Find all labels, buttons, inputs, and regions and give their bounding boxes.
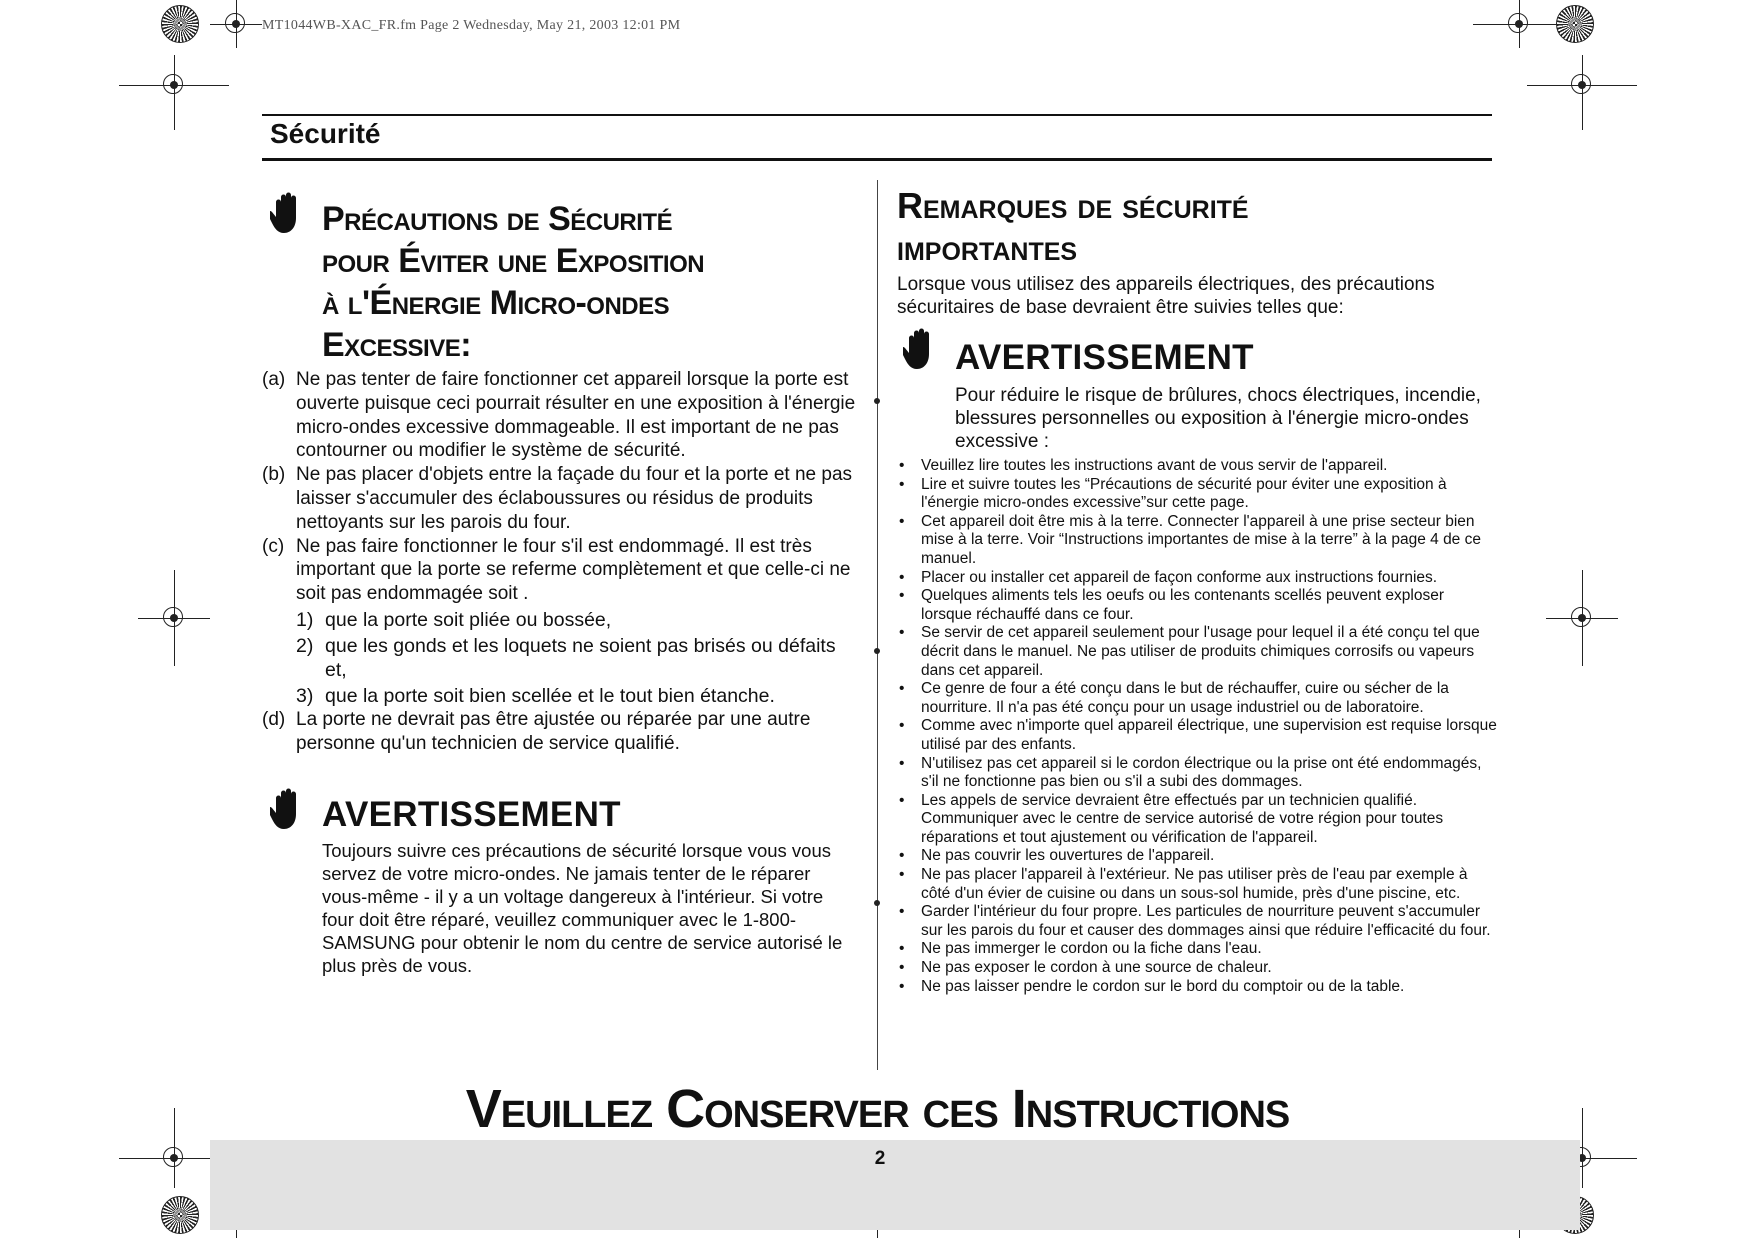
list-item: (d) La porte ne devrait pas être ajustée ou réparée par une autre personne qu'un technicien de service qualifié. [262,708,811,754]
registration-star-bottom-left [161,1196,199,1234]
left-heading [322,198,882,366]
crop-mark-top-right [1519,24,1520,25]
list-item: (b) Ne pas placer d'objets entre la façade du four et la porte et ne pas laisser s'accumuler des éclaboussures ou résidus de produits nettoyants sur les parois du four. [262,464,853,533]
right-intro: Lorsque vous utilisez des appareils électriques, des précautions sécuritaires de base devraient être suivies telles que: [897,274,1435,318]
header-rule-bottom [262,158,1492,161]
precautions-list [262,368,857,756]
hand-icon [903,328,935,370]
right-warning-text: Pour réduire le risque de brûlures, chocs électriques, incendie, blessures personnelles ou exposition à l'énergie micro-ondes excessive : [955,385,1481,452]
crop-mark-right-lower [1582,1158,1583,1159]
list-item: • N'utilisez pas cet appareil si le cordon électrique ou la prise ont été endommagés, s'il ne fonctionne pas bien ou s'il a subi des dommages. [897,755,1497,792]
crop-mark-right-upper [1582,85,1583,86]
crop-mark-left-lower [174,1158,175,1159]
separator-dot [874,648,880,654]
left-heading-line: Excessive: [322,326,472,364]
left-heading-line: Précautions de Sécurité [322,200,673,238]
footer-title: Veuillez Conserver ces Instructions [465,1079,1290,1139]
right-heading-line: importantes [897,227,1078,268]
list-item: • Les appels de service devraient être effectués par un technicien qualifié. Communiquer avec le centre de service autorisé de votre région pour toutes réparations et tout ajustement ou vérification de l'appareil. [897,792,1497,848]
list-item: • Placer ou installer cet appareil de façon conforme aux instructions fournies. [897,569,1497,588]
section-title: Sécurité [270,118,381,149]
hand-icon [270,788,302,830]
list-item: (c) Ne pas faire fonctionner le four s'il est endommagé. Il est très important que la porte se referme complètement et que celle-ci ne soit pas endommagée soit . [262,535,851,605]
sub-list-item: 2) que les gonds et les loquets ne soient pas brisés ou défaits et, [296,634,836,681]
crop-mark-top-left [236,24,237,25]
separator-dot [874,398,880,404]
list-item: • Se servir de cet appareil seulement pour l'usage pour lequel il a été conçu tel que décrit dans le manuel. Ne pas utiliser de produits chimiques corrosifs ou vapeurs dans cet appareil. [897,624,1497,680]
list-item: • Ne pas exposer le cordon à une source de chaleur. [897,959,1497,978]
crop-mark-left-upper [174,85,175,86]
crop-mark-right-middle [1582,618,1583,619]
list-item: • Ne pas couvrir les ouvertures de l'appareil. [897,847,1497,866]
left-heading-line: à l'Énergie Micro-ondes [322,284,670,322]
list-item: • Lire et suivre toutes les “Précautions de sécurité pour éviter une exposition à l'énergie micro-ondes excessive”sur cette page. [897,476,1497,513]
right-heading-line: Remarques de sécurité [897,185,1249,226]
right-heading [897,185,1497,269]
sub-list-item: 3) que la porte soit bien scellée et le tout bien étanche. [296,684,775,707]
hand-icon [270,192,302,234]
list-item: • Ce genre de four a été conçu dans le but de réchauffer, cuire ou sécher de la nourriture. Il n'a pas été conçu pour un usage industriel ou de laboratoire. [897,680,1497,717]
list-item: • Comme avec n'importe quel appareil électrique, une supervision est requise lorsque utilisé par des enfants. [897,717,1497,754]
list-item: • Quelques aliments tels les oeufs ou les contenants scellés peuvent exploser lorsque réchauffé dans ce four. [897,587,1497,624]
header-rule-top [262,114,1492,116]
page-number: 2 [874,1148,886,1169]
left-warning-text: Toujours suivre ces précautions de sécurité lorsque vous vous servez de votre micro-ondes. Ne jamais tenter de le réparer vous-même - il y a un voltage dangereux à l'intérieur. Si votre four doit être réparé, veuillez communiquer avec le 1-800-SAMSUNG pour obtenir le nom du centre de service autorisé le plus près de vous. [322,840,843,976]
safety-bullet-list [897,457,1497,996]
sub-list-item: 1) que la porte soit pliée ou bossée, [296,608,612,631]
list-item: • Ne pas immerger le cordon ou la fiche dans l'eau. [897,940,1497,959]
list-item: • Cet appareil doit être mis à la terre. Connecter l'appareil à une prise secteur bien mise à la terre. Voir “Instructions importantes de mise à la terre” à la page 4 de ce manuel. [897,513,1497,569]
list-item: (a) Ne pas tenter de faire fonctionner cet appareil lorsque la porte est ouverte puisque ceci pourrait résulter en une exposition à l'énergie micro-ondes excessive dommageable. Il est important de ne pas contourner ou modifier le système de sécurité. [262,369,856,462]
column-divider [877,180,878,1070]
left-heading-line: pour Éviter une Exposition [322,242,705,280]
left-warning-title: AVERTISSEMENT [322,795,621,834]
registration-star-top-left [161,5,199,43]
crop-mark-left-middle [174,618,175,619]
list-item: • Ne pas placer l'appareil à l'extérieur. Ne pas utiliser près de l'eau par exemple à côté d'un évier de cuisine ou dans un sous-sol humide, près d'une piscine, etc. [897,866,1497,903]
separator-dot [874,900,880,906]
list-item: • Garder l'intérieur du four propre. Les particules de nourriture peuvent s'accumuler sur les parois du four et causer des dommages ainsi que réduire l'efficacité du four. [897,903,1497,940]
list-item: • Ne pas laisser pendre le cordon sur le bord du comptoir ou de la table. [897,978,1497,997]
list-item: • Veuillez lire toutes les instructions avant de vous servir de l'appareil. [897,457,1497,476]
print-header: MT1044WB-XAC_FR.fm Page 2 Wednesday, May 21, 2003 12:01 PM [262,18,681,33]
right-warning-title: AVERTISSEMENT [955,338,1254,377]
